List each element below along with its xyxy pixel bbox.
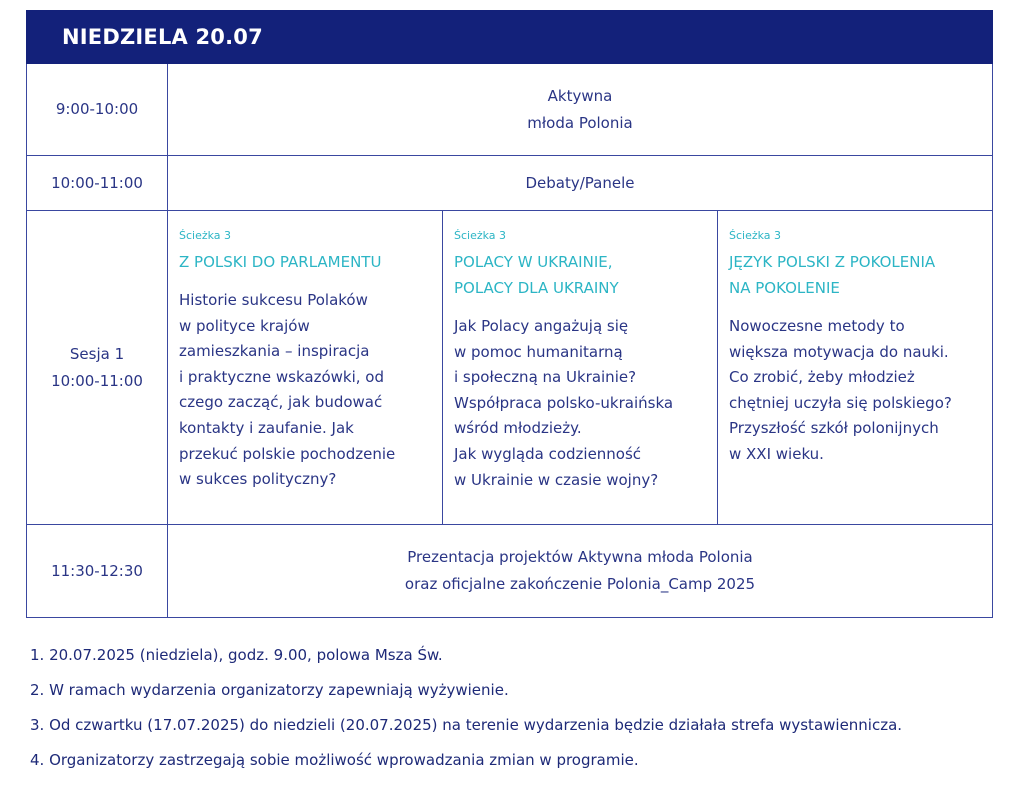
- row-content: [168, 64, 992, 155]
- day-title: NIEDZIELA 20.07: [62, 25, 263, 49]
- row-time: 11:30-12:30: [27, 525, 168, 617]
- row-time: 10:00-11:00: [27, 156, 168, 210]
- note-item: 4. Organizatorzy zastrzegają sobie możliwość wprowadzania zmian w programie.: [30, 751, 639, 769]
- track-ukraina: [443, 211, 718, 524]
- schedule-table: [26, 64, 993, 618]
- notes-list: [30, 645, 1010, 785]
- track-description: Nowoczesne metody to większa motywacja do nauki. Co zrobić, żeby młodzież chętniej uczyła się polskiego? Przyszłość szkół polonijnych w XXI wieku.: [729, 317, 952, 463]
- note-item: 1. 20.07.2025 (niedziela), godz. 9.00, polowa Msza Św.: [30, 646, 443, 664]
- track-jezyk: [718, 211, 992, 524]
- track-parlament: [168, 211, 443, 524]
- note-item: 3. Od czwartku (17.07.2025) do niedzieli (20.07.2025) na terenie wydarzenia będzie działała strefa wystawiennicza.: [30, 716, 903, 734]
- row-content-line: Debaty/Panele: [525, 173, 635, 192]
- day-header: [26, 10, 993, 64]
- schedule-row-session: [27, 211, 992, 525]
- track-label: Ścieżka 3: [179, 229, 232, 242]
- row-content-line: Prezentacja projektów Aktywna młoda Polonia: [407, 548, 753, 566]
- schedule-row-debaty: [27, 156, 992, 211]
- track-title: POLACY W UKRAINIE, POLACY DLA UKRAINY: [454, 253, 619, 297]
- row-content: [168, 525, 992, 617]
- row-content-line: młoda Polonia: [527, 113, 633, 132]
- track-title: Z POLSKI DO PARLAMENTU: [179, 253, 382, 271]
- row-content-line: Aktywna: [547, 86, 613, 105]
- track-label: Ścieżka 3: [454, 229, 507, 242]
- row-content-line: oraz oficjalne zakończenie Polonia_Camp 2025: [404, 575, 756, 593]
- track-description: Jak Polacy angażują się w pomoc humanitarną i społeczną na Ukrainie? Współpraca polsko-ukraińska wśród młodzieży. Jak wygląda codzienność w Ukrainie w czasie wojny?: [454, 317, 674, 489]
- schedule-row-aktywna: [27, 64, 992, 156]
- note-item: 2. W ramach wydarzenia organizatorzy zapewniają wyżywienie.: [30, 681, 509, 699]
- schedule-row-closing: [27, 525, 992, 617]
- track-title: JĘZYK POLSKI Z POKOLENIA NA POKOLENIE: [729, 253, 936, 297]
- track-label: Ścieżka 3: [729, 229, 782, 242]
- row-time: 9:00-10:00: [27, 64, 168, 155]
- row-content: [168, 156, 992, 210]
- session-time: Sesja 1 10:00-11:00: [27, 211, 168, 524]
- track-description: Historie sukcesu Polaków w polityce krajów zamieszkania – inspiracja i praktyczne wskazówki, od czego zacząć, jak budować kontakty i zaufanie. Jak przekuć polskie pochodzenie w sukces polityczny?: [179, 291, 396, 489]
